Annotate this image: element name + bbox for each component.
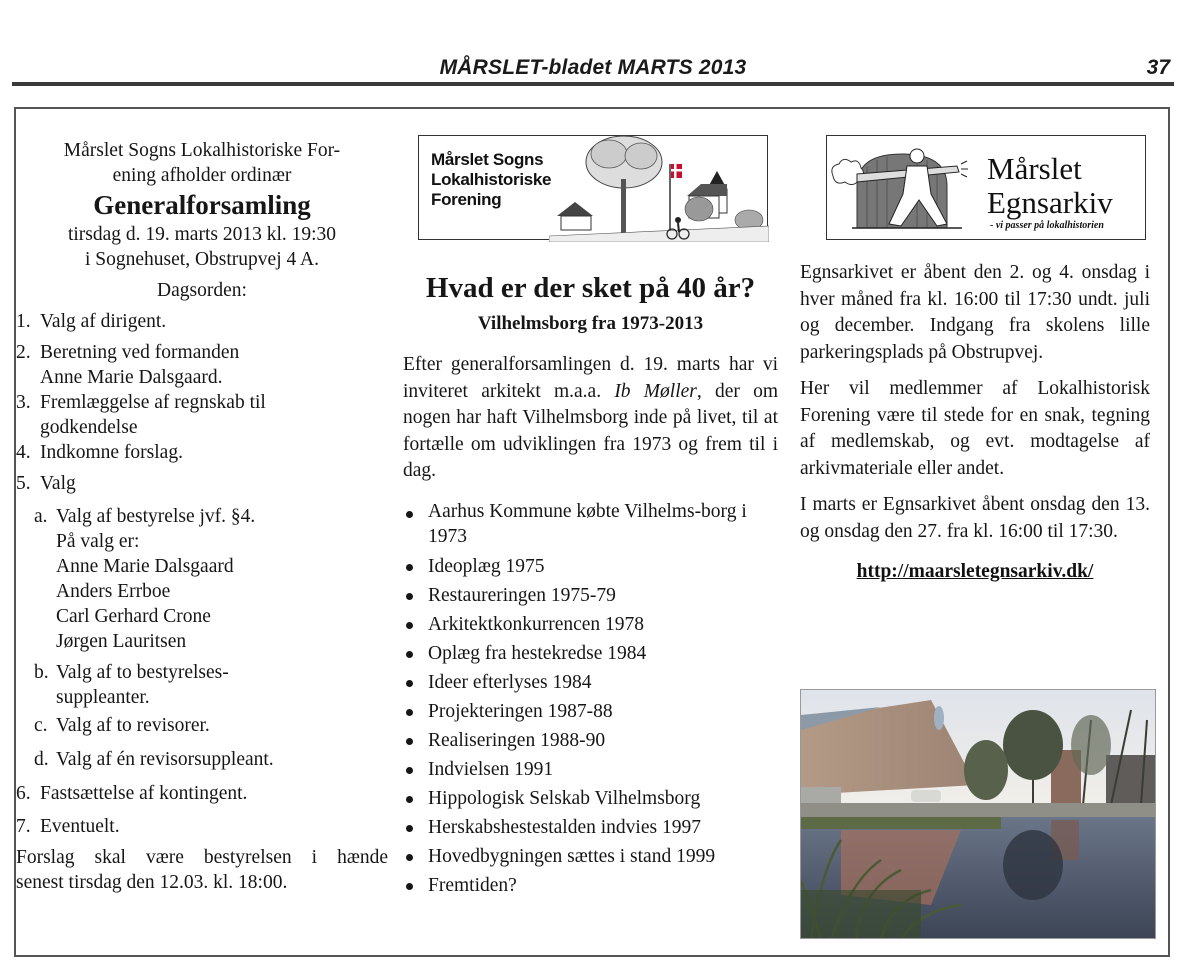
article-paragraph: Efter generalforsamlingen d. 19. marts har vi inviteret arkitekt m.a.a. Ib Møller, der om nogen har haft Vilhelmsborg inde på livet, til at fortælle om udviklingen fra 1973 og frem til i dag.: [403, 354, 778, 481]
candidate: Anders Errboe: [56, 581, 171, 602]
bullet-icon: [406, 738, 413, 745]
agenda-subitem: d. Valg af én revisorsuppleant.: [34, 749, 274, 770]
bullet-icon: [406, 709, 413, 716]
article-heading: Hvad er der sket på 40 år?: [425, 272, 756, 304]
vilhelmsborg-photo: [800, 689, 1156, 939]
agenda-item: 6. Fastsættelse af kontingent.: [16, 783, 248, 804]
bullet-icon: [406, 511, 413, 518]
timeline-item: Fremtiden?: [403, 871, 778, 900]
timeline-item: Hippologisk Selskab Vilhelmsborg: [403, 784, 778, 813]
timeline-item: Projekteringen 1987-88: [403, 697, 778, 726]
article-subheading: Vilhelmsborg fra 1973-2013: [477, 313, 704, 334]
candidates-label: På valg er:: [56, 531, 140, 552]
bullet-icon: [406, 593, 413, 600]
agenda-item: 7. Eventuelt.: [16, 816, 120, 837]
bullet-icon: [406, 854, 413, 861]
timeline-item: Oplæg fra hestekredse 1984: [403, 639, 778, 668]
timeline-item: Ideer efterlyses 1984: [403, 668, 778, 697]
timeline-item: Arkitektkonkurrencen 1978: [403, 610, 778, 639]
bullet-icon: [406, 825, 413, 832]
agenda-list: [16, 309, 388, 839]
agenda-subitem: b. Valg af to bestyrelses- suppleanter.: [34, 662, 229, 708]
timeline-item: Indvielsen 1991: [403, 755, 778, 784]
architect-name: Ib Møller: [614, 380, 697, 402]
agenda-item: 2. Beretning ved formanden Anne Marie Dalsgaard.: [16, 342, 240, 388]
meeting-place: i Sognehuset, Obstrupvej 4 A.: [85, 249, 319, 270]
logo-text: Mårslet Sogns Lokalhistoriske Forening: [431, 150, 552, 209]
members-paragraph: Her vil medlemmer af Lokalhistorisk Forening være til stede for en snak, tegning af medlemskab, og evt. modtagelse af arkivmateriale eller andet.: [800, 378, 1150, 479]
masthead-title: MÅRSLET-bladet MARTS 2013: [439, 56, 747, 79]
bullet-icon: [406, 651, 413, 658]
bullet-icon: [406, 883, 413, 890]
notice-intro: [16, 138, 388, 272]
page-number: 37: [1146, 56, 1170, 79]
intro-line: Mårslet Sogns Lokalhistoriske For-: [63, 140, 341, 161]
agenda-title: Dagsorden:: [157, 280, 247, 301]
vilhelmsborg-article: [403, 270, 778, 900]
timeline-item: Ideoplæg 1975: [403, 552, 778, 581]
timeline-item: Hovedbygningen sættes i stand 1999: [403, 842, 778, 871]
agenda-item: 4. Indkomne forslag.: [16, 442, 183, 463]
notice-heading: Generalforsamling: [93, 190, 311, 220]
bullet-icon: [406, 622, 413, 629]
timeline-list: [403, 499, 778, 900]
egnsarkiv-logo: [826, 135, 1146, 240]
candidate: Jørgen Lauritsen: [56, 631, 187, 652]
building-pond-photo-icon: [801, 690, 1156, 939]
candidate: Carl Gerhard Crone: [56, 606, 211, 627]
agenda-item: 1. Valg af dirigent.: [16, 311, 167, 332]
logo-tagline: - vi passer på lokalhistorien: [990, 220, 1104, 231]
masthead: [12, 52, 1174, 86]
agenda-subitem: a. Valg af bestyrelse jvf. §4.: [34, 506, 256, 527]
logo-title-line1: Mårslet: [987, 151, 1082, 186]
musketeer-illustration-icon: [827, 136, 987, 239]
proposal-deadline: Forslag skal være bestyrelsen i hænde senest tirsdag den 12.03. kl. 18:00.: [16, 847, 388, 893]
timeline-item: Realiseringen 1988-90: [403, 726, 778, 755]
website-link[interactable]: http://maarsletegnsarkiv.dk/: [856, 561, 1094, 582]
opening-hours-paragraph: Egnsarkivet er åbent den 2. og 4. onsdag i hver måned fra kl. 16:00 til 17:30 undt. juli og december. Indgang fra skolens lille parkeringsplads på Obstrupvej.: [800, 262, 1150, 363]
candidate: Anne Marie Dalsgaard: [56, 556, 234, 577]
agenda-item: 5. Valg: [16, 473, 76, 494]
march-hours-paragraph: I marts er Egnsarkivet åbent onsdag den 13. og onsdag den 27. fra kl. 16:00 til 17:30.: [800, 494, 1150, 542]
general-assembly-notice: [16, 138, 388, 895]
meeting-time: tirsdag d. 19. marts 2013 kl. 19:30: [67, 224, 337, 245]
bullet-icon: [406, 796, 413, 803]
timeline-item: Herskabshestestalden indvies 1997: [403, 813, 778, 842]
intro-line: ening afholder ordinær: [112, 165, 292, 186]
agenda-item: 3. Fremlæggelse af regnskab til godkendelse: [16, 392, 266, 438]
timeline-item: Restaureringen 1975-79: [403, 581, 778, 610]
timeline-item: Aarhus Kommune købte Vilhelms-borg i 1973: [403, 499, 778, 549]
agenda-subitem: c. Valg af to revisorer.: [34, 715, 210, 736]
bullet-icon: [406, 680, 413, 687]
local-history-society-logo: [418, 135, 768, 240]
bullet-icon: [406, 564, 413, 571]
egnsarkiv-info: [800, 260, 1150, 586]
village-illustration-icon: [549, 124, 769, 242]
bullet-icon: [406, 767, 413, 774]
logo-title-line2: Egnsarkiv: [987, 185, 1113, 220]
